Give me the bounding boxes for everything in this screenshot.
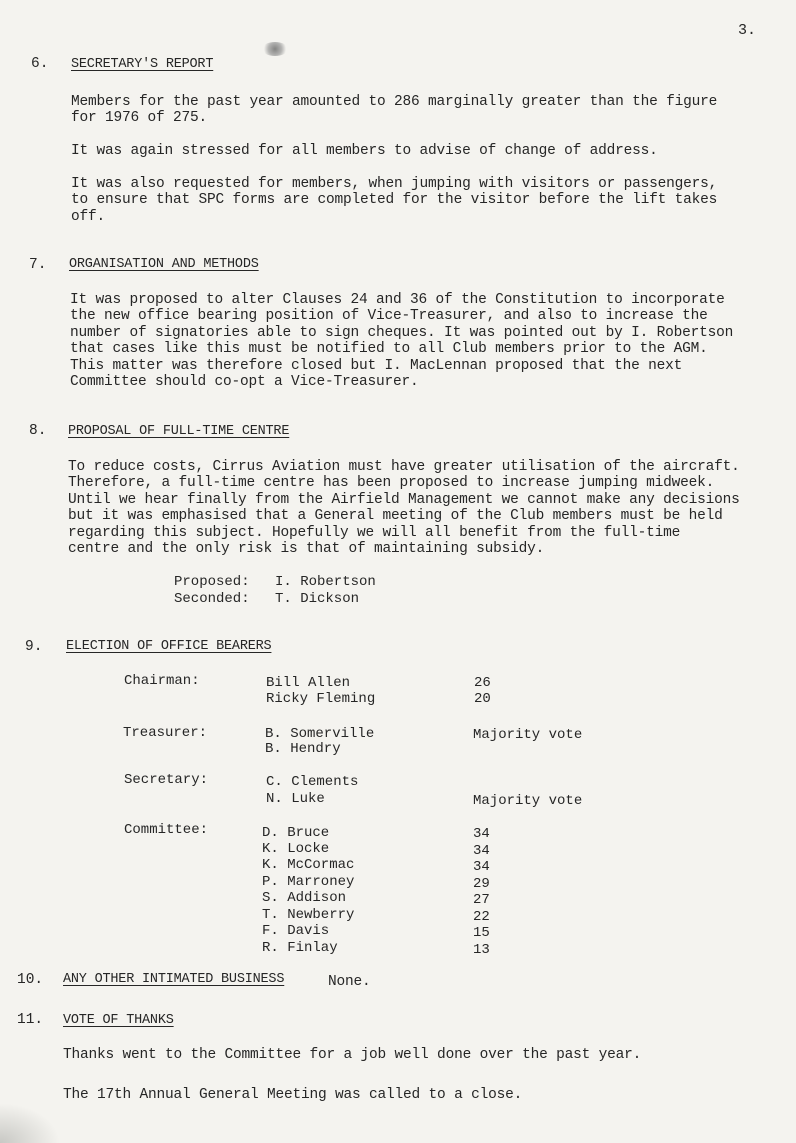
page-number: 3. [738, 22, 757, 39]
section-11-heading: VOTE OF THANKS [63, 1013, 174, 1028]
section-6-paragraph-3: It was also requested for members, when jumping with visitors or passengers, to ensure that SPC forms are completed for the visitor before the lift takes off. [71, 176, 718, 225]
candidate-result: Majority vote [473, 793, 583, 809]
candidate-name: Ricky Fleming [266, 691, 376, 707]
section-10-number: 10. [17, 972, 44, 988]
treasurer-label: Treasurer: [123, 725, 208, 741]
candidate-votes: 34 [473, 843, 490, 859]
proposed-name: I. Robertson [275, 574, 376, 590]
candidate-name: K. Locke [262, 841, 330, 857]
candidate-votes: 15 [473, 925, 490, 941]
chairman-label: Chairman: [124, 673, 200, 689]
candidate-votes: 29 [473, 876, 490, 892]
candidate-name: C. Clements [266, 774, 359, 790]
section-6-paragraph-2: It was again stressed for all members to advise of change of address. [71, 143, 658, 159]
candidate-name: D. Bruce [262, 825, 330, 841]
section-11-number: 11. [17, 1012, 44, 1028]
section-9-number: 9. [25, 639, 43, 655]
seconded-name: T. Dickson [275, 591, 360, 607]
section-10-value: None. [328, 974, 371, 990]
candidate-name: R. Finlay [262, 940, 338, 956]
section-8-heading: PROPOSAL OF FULL-TIME CENTRE [68, 424, 290, 439]
section-9-heading: ELECTION OF OFFICE BEARERS [66, 639, 272, 654]
candidate-votes: 20 [474, 691, 491, 707]
candidate-name: Bill Allen [266, 675, 351, 691]
section-6-number: 6. [31, 56, 49, 72]
candidate-name: B. Somerville [265, 726, 375, 742]
section-11-paragraph-1: Thanks went to the Committee for a job well done over the past year. [63, 1047, 642, 1063]
candidate-name: B. Hendry [265, 741, 341, 757]
candidate-votes: 22 [473, 909, 490, 925]
candidate-votes: 13 [473, 942, 490, 958]
candidate-votes: 27 [473, 892, 490, 908]
candidate-name: F. Davis [262, 923, 330, 939]
section-6-heading: SECRETARY'S REPORT [71, 57, 214, 72]
section-7-number: 7. [29, 257, 47, 273]
candidate-name: S. Addison [262, 890, 347, 906]
candidate-votes: 26 [474, 675, 491, 691]
candidate-name: N. Luke [266, 791, 325, 807]
secretary-label: Secretary: [124, 772, 209, 788]
candidate-name: T. Newberry [262, 907, 355, 923]
section-11-paragraph-2: The 17th Annual General Meeting was called to a close. [63, 1087, 523, 1103]
section-8-number: 8. [29, 423, 47, 439]
ink-smudge [262, 42, 288, 56]
candidate-name: K. McCormac [262, 857, 355, 873]
section-10-heading: ANY OTHER INTIMATED BUSINESS [63, 972, 285, 987]
seconded-label: Seconded: [174, 591, 250, 607]
scan-shadow [0, 1103, 60, 1143]
candidate-votes: 34 [473, 859, 490, 875]
section-7-heading: ORGANISATION AND METHODS [69, 257, 259, 272]
committee-label: Committee: [124, 822, 209, 838]
proposed-label: Proposed: [174, 574, 250, 590]
candidate-result: Majority vote [473, 727, 583, 743]
section-8-paragraph: To reduce costs, Cirrus Aviation must have greater utilisation of the aircraft. Therefore, a full-time centre has been proposed to increase jumping midweek. Until we hear finally from the Airfield Management we cannot make any decisions but it was emphasised that a General meeting of the Club members must be held regarding this subject. Hopefully we will all benefit from the full-time centre and the only risk is that of maintaining subsidy. [68, 459, 740, 558]
section-7-paragraph: It was proposed to alter Clauses 24 and 36 of the Constitution to incorporate the new office bearing position of Vice-Treasurer, and also to increase the number of signatories able to sign cheques. It was pointed out by I. Robertson that cases like this must be notified to all Club members prior to the AGM. This matter was therefore closed but I. MacLennan proposed that the next Committee should co-opt a Vice-Treasurer. [70, 292, 734, 391]
candidate-name: P. Marroney [262, 874, 355, 890]
candidate-votes: 34 [473, 826, 490, 842]
section-6-paragraph-1: Members for the past year amounted to 286 marginally greater than the figure for 1976 of 275. [71, 94, 718, 127]
